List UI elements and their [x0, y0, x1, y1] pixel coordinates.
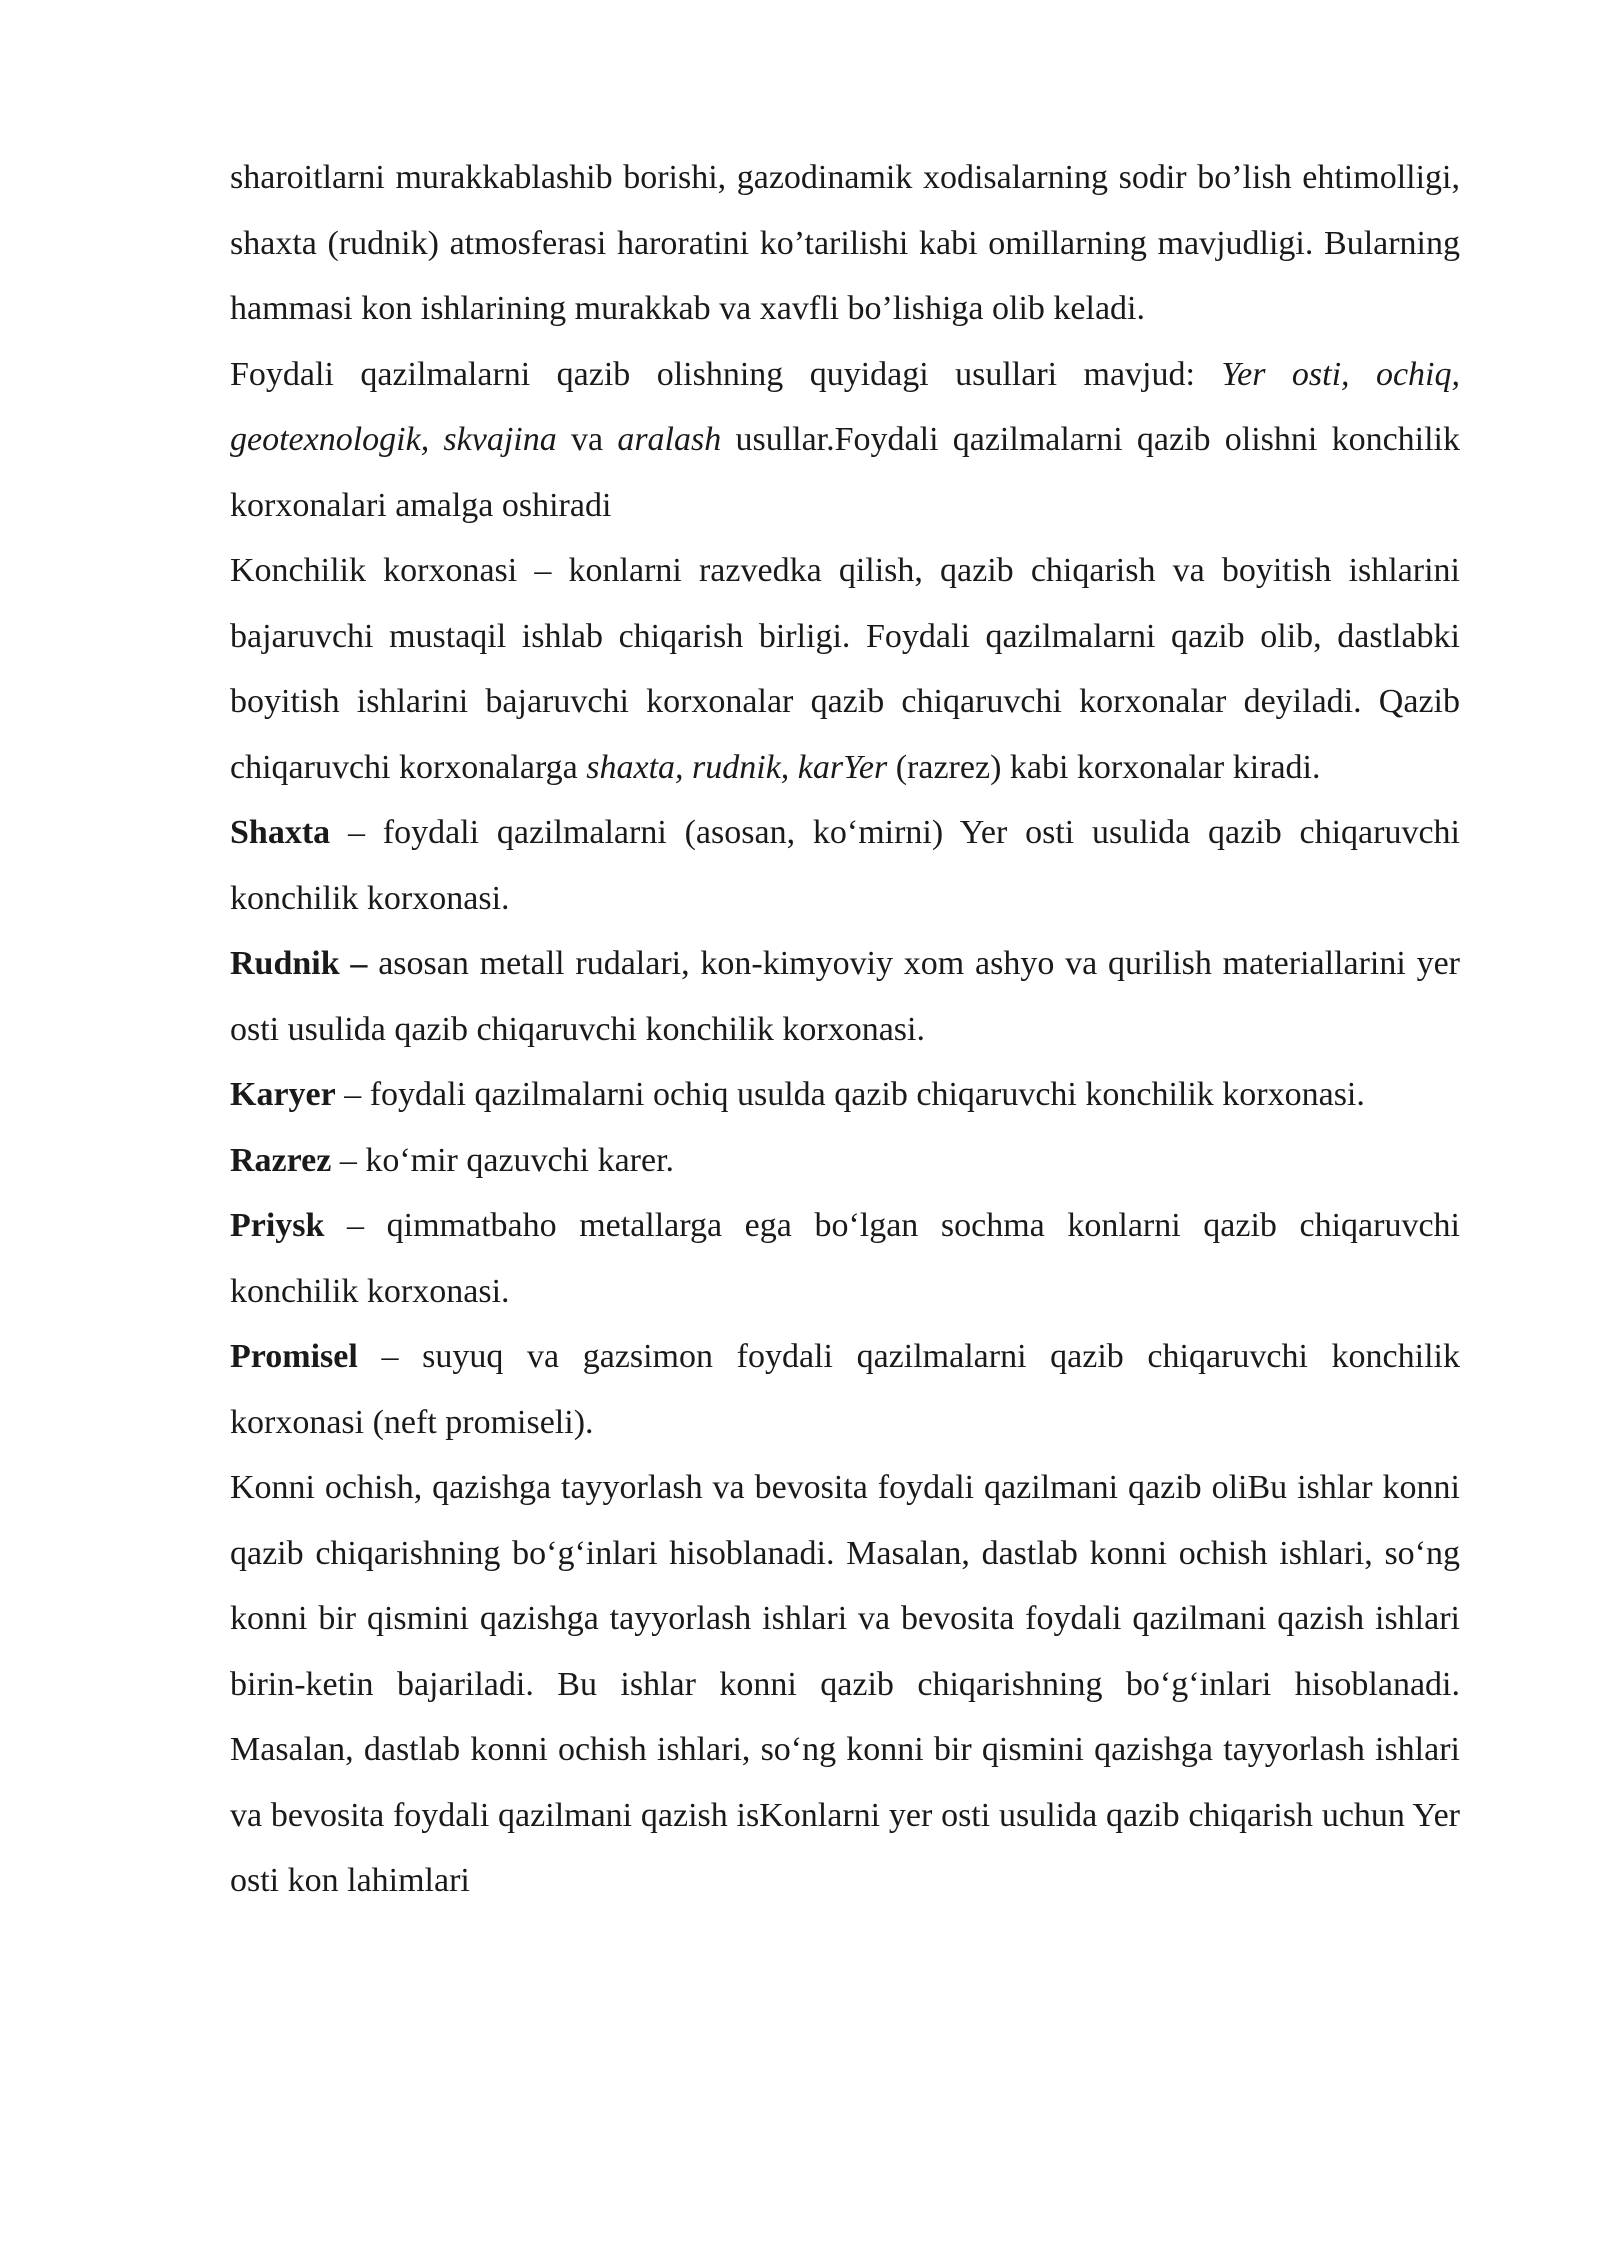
paragraph-text: va [556, 421, 618, 458]
definition-rudnik [230, 931, 1460, 1062]
definition-priysk [230, 1193, 1460, 1324]
paragraph-text: Konchilik korxonasi – konlarni razvedka qilish, qazib chiqarish va boyitish ishlarini bajaruvchi mustaqil ishlab chiqarish birligi. Foydali qazilmalarni qazib olib, dastlabki boyitish ishlarini bajaruvchi korxonalar qazib chiqaruvchi korxonalar deyiladi. Qazib chiqaruvchi korxonalarga [230, 552, 1460, 786]
definition-term: Priysk [230, 1207, 325, 1244]
paragraph-text: sharoitlarni murakkablashib borishi, gazodinamik xodisalarning sodir bo’lish ehtimolligi, shaxta (rudnik) atmosferasi haroratini ko’tarilishi kabi omillarning mavjudligi. Bularning hammasi kon ishlarining murakkab va xavfli bo’lishiga olib keladi. [230, 159, 1460, 327]
definition-promisel [230, 1324, 1460, 1455]
methods-list-italic: Yer osti, ochiq, geotexnologik, skvajina [230, 355, 1460, 458]
definition-karyer [230, 1062, 1460, 1128]
definition-term: Shaxta [230, 814, 331, 851]
paragraph-mining-enterprise [230, 538, 1460, 800]
definition-shaxta [230, 800, 1460, 931]
paragraph-text: usullar.Foydali qazilmalarni qazib olishni konchilik korxonalari amalga oshiradi [230, 421, 1460, 524]
paragraph-conditions [230, 145, 1460, 342]
definition-term: Karyer [230, 1076, 336, 1113]
definition-text: – suyuq va gazsimon foydali qazilmalarni qazib chiqaruvchi konchilik korxonasi (neft promiseli). [230, 1338, 1460, 1441]
definition-term: Rudnik – [230, 945, 368, 982]
method-mixed-italic: aralash [617, 421, 722, 458]
definition-text: – foydali qazilmalarni ochiq usulda qazib chiqaruvchi konchilik korxonasi. [335, 1076, 1365, 1113]
definition-razrez [230, 1128, 1460, 1194]
definition-text: – foydali qazilmalarni (asosan, ko‘mirni) Yer osti usulida qazib chiqaruvchi konchilik korxonasi. [230, 814, 1460, 917]
definition-text: – qimmatbaho metallarga ega bo‘lgan sochma konlarni qazib chiqaruvchi konchilik korxonasi. [230, 1207, 1460, 1310]
paragraph-mining-stages [230, 1455, 1460, 1914]
paragraph-text: (razrez) kabi korxonalar kiradi. [887, 748, 1321, 786]
paragraph-text: Konni ochish, qazishga tayyorlash va bevosita foydali qazilmani qazib oliBu ishlar konni qazib chiqarishning bo‘g‘inlari hisoblanadi. Masalan, dastlab konni ochish ishlari, so‘ng konni bir qismini qazishga tayyorlash ishlari va bevosita foydali qazilmani qazish ishlari birin-ketin bajariladi. Bu ishlar konni qazib chiqarishning bo‘g‘inlari hisoblanadi. Masalan, dastlab konni ochish ishlari, so‘ng konni bir qismini qazishga tayyorlash ishlari va bevosita foydali qazilmani qazish isKonlarni yer osti usulida qazib chiqarish uchun Yer osti kon lahimlari [230, 1469, 1460, 1899]
definition-text: – ko‘mir qazuvchi karer. [331, 1141, 675, 1179]
definition-text: asosan metall rudalari, kon-kimyoviy xom ashyo va qurilish materiallarini yer osti usulida qazib chiqaruvchi konchilik korxonasi. [230, 945, 1460, 1048]
definition-term: Razrez [230, 1141, 332, 1179]
document-page [230, 145, 1460, 1914]
paragraph-text: Foydali qazilmalarni qazib olishning quyidagi usullari mavjud: [230, 355, 1222, 393]
definition-term: Promisel [230, 1338, 358, 1375]
enterprise-types-italic: shaxta, rudnik, karYer [586, 748, 888, 786]
paragraph-mining-methods [230, 342, 1460, 539]
